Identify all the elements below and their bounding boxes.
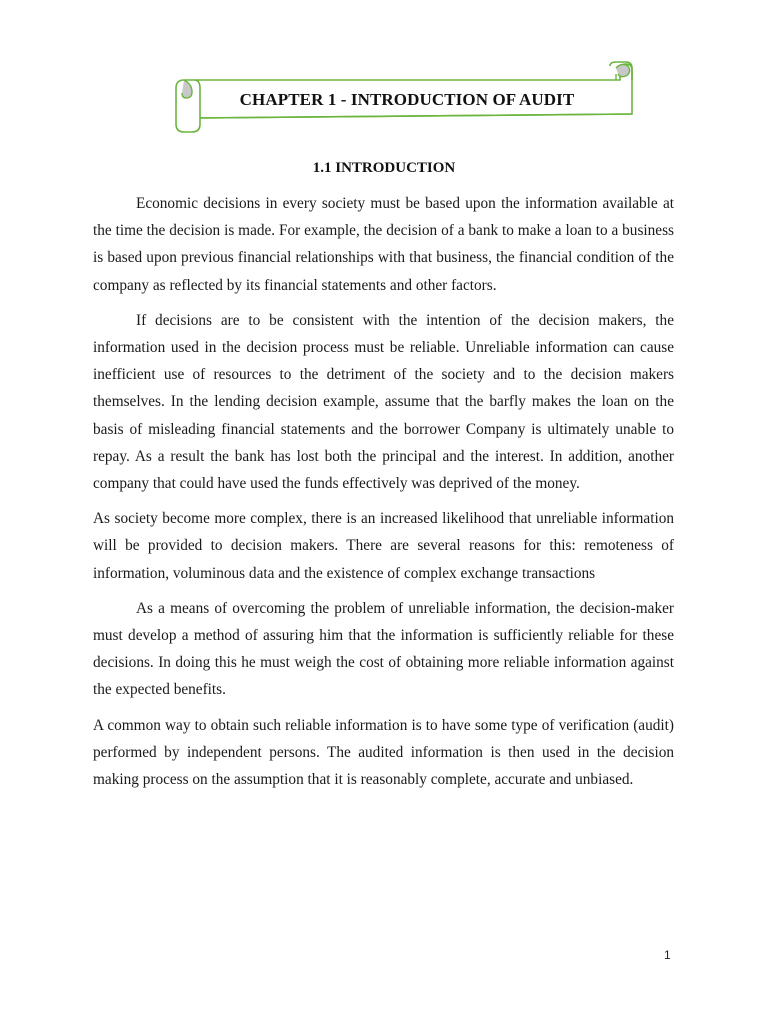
paragraph: Economic decisions in every society must be based upon the information available at the time the decision is made. For example, the decision of a bank to make a loan to a business is based upon previous financial relationships with that business, the financial condition of the company as reflected by its financial statements and other factors. (93, 195, 674, 294)
chapter-scroll-banner (170, 60, 634, 138)
paragraph: As a means of overcoming the problem of unreliable information, the decision-maker must develop a method of assuring him that the information is sufficiently reliable for these decisions. In doing this he must weigh the cost of obtaining more reliable information against the expected benefits. (93, 599, 674, 699)
paragraph: If decisions are to be consistent with the intention of the decision makers, the information used in the decision process must be reliable. Unreliable information can cause inefficient use of resources to the detriment of the society and to the decision makers themselves. In the lending decision example, assume that the barfly makes the loan on the basis of misleading financial statements and the borrower Company is ultimately unable to repay. As a result the bank has lost both the principal and the interest. In addition, another company that could have used the funds effectively was deprived of the money. (93, 311, 674, 493)
page-number: 1 (664, 948, 671, 962)
paragraph: A common way to obtain such reliable information is to have some type of verification (audit) performed by independent persons. The audited information is then used in the decision making process on the assumption that it is reasonably complete, accurate and unbiased. (93, 716, 674, 789)
paragraph: As society become more complex, there is an increased likelihood that unreliable information will be provided to decision makers. There are several reasons for this: remoteness of information, voluminous data and the existence of complex exchange transactions (93, 510, 674, 582)
section-heading: 1.1 INTRODUCTION (312, 160, 456, 176)
chapter-title: CHAPTER 1 - INTRODUCTION OF AUDIT (239, 90, 575, 109)
body-text (93, 190, 674, 801)
